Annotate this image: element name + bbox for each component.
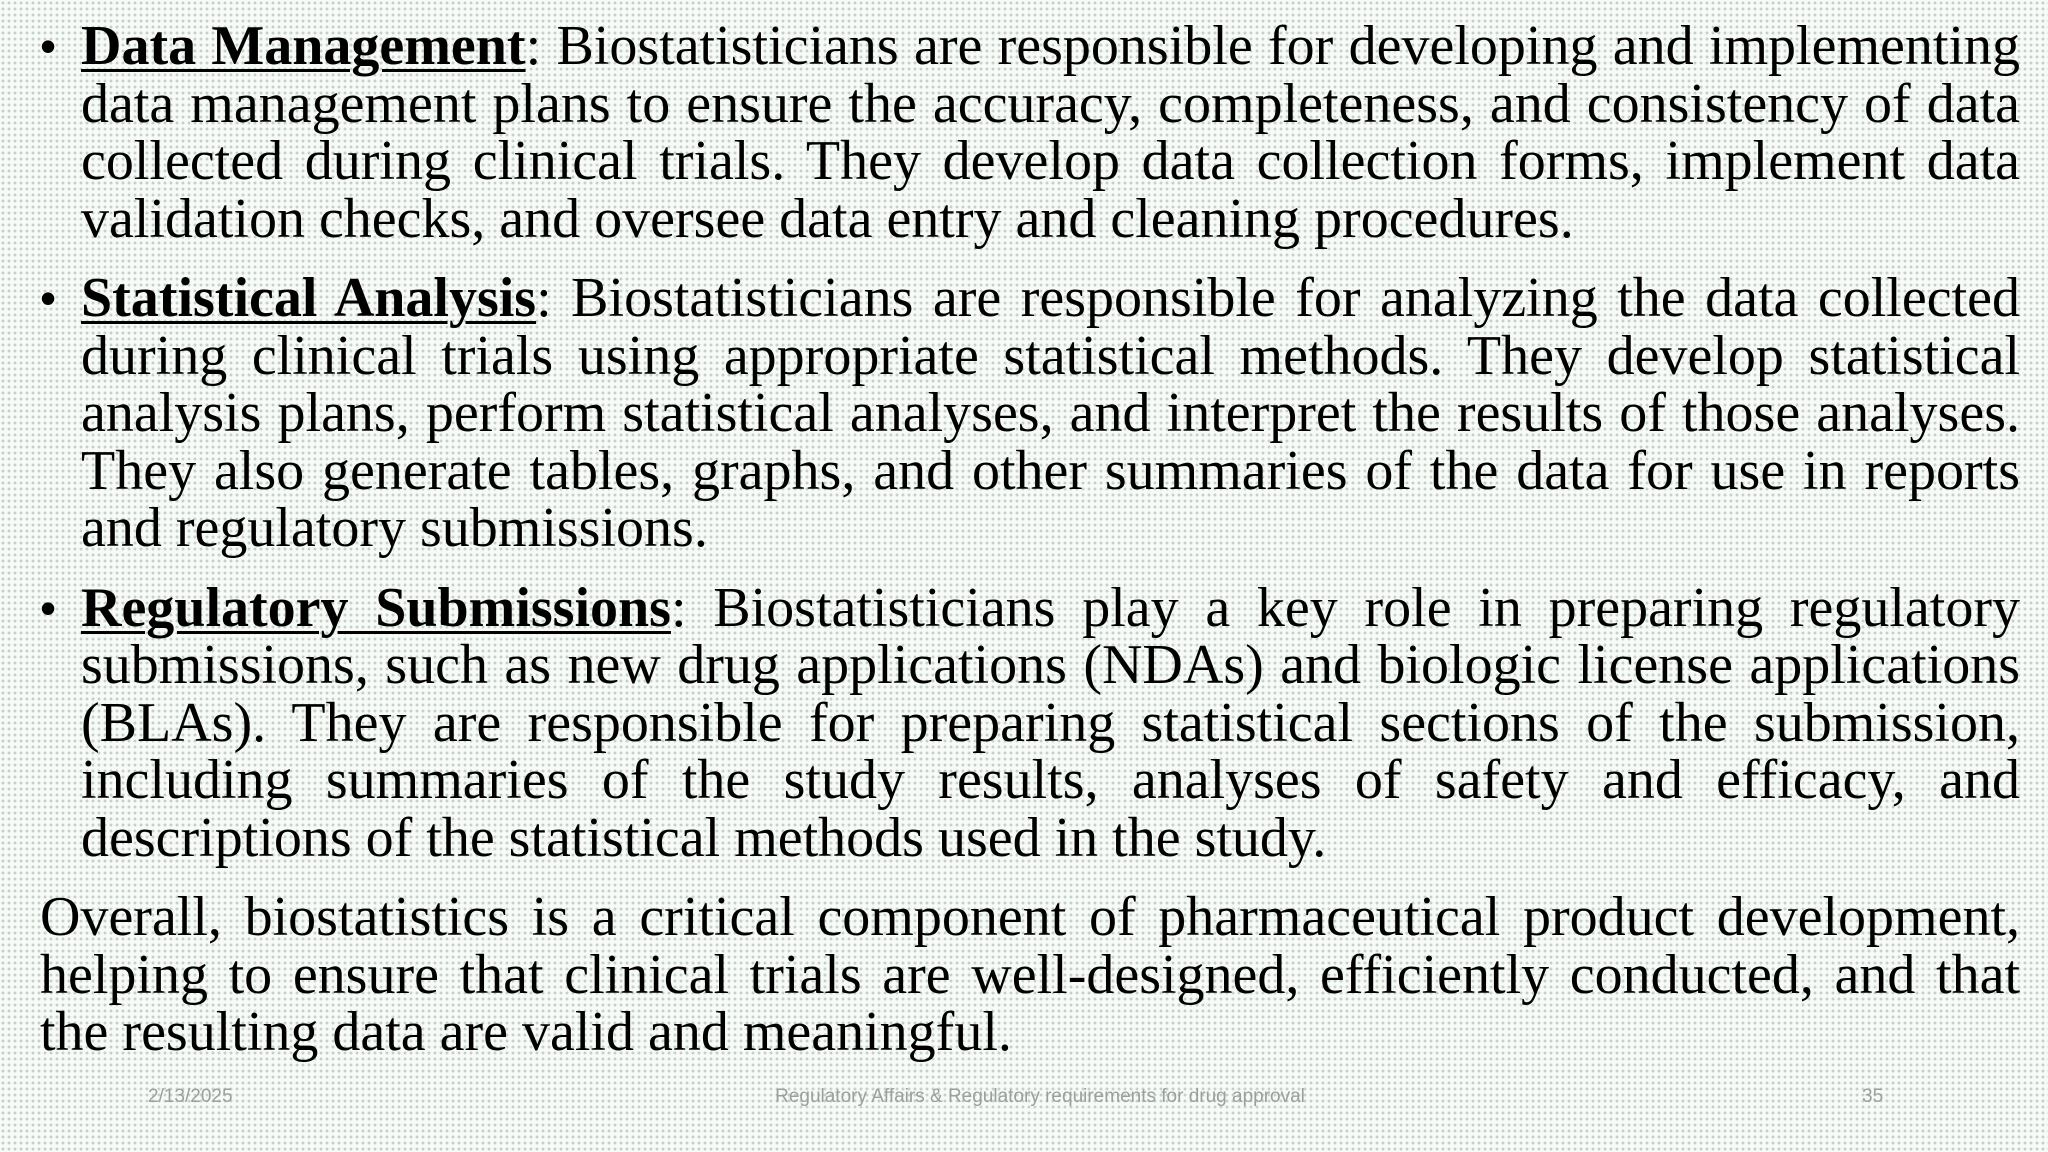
bullet-data-management bbox=[40, 15, 2020, 250]
footer-title: Regulatory Affairs & Regulatory requirements for drug approval bbox=[775, 1086, 1305, 1107]
bullet-separator: : bbox=[525, 15, 542, 77]
bullet-point: • bbox=[40, 581, 57, 634]
bullet-point: • bbox=[40, 272, 57, 324]
bullet-separator: : bbox=[670, 576, 687, 639]
slide-number: 35 bbox=[1862, 1086, 1884, 1107]
bullet-separator: : bbox=[536, 267, 552, 329]
bullet-term: Statistical Analysis bbox=[81, 267, 537, 329]
bullet-term: Regulatory Submissions bbox=[81, 576, 671, 639]
bullet-term: Data Management bbox=[81, 15, 526, 77]
bullet-point: • bbox=[40, 20, 57, 72]
bullet-text: Biostatisticians are responsible for analyzing the data collected during clinical trials using appropriate statistical methods. They develop statistical analysis plans, perform statistical analyses, and interpret the results of those analyses. They also generate tables, graphs, and other summaries of the data for use in reports and regulatory submissions. bbox=[81, 267, 2020, 559]
footer-date: 2/13/2025 bbox=[148, 1086, 233, 1107]
bullet-text: Biostatisticians are responsible for developing and implementing data management plans to ensure the accuracy, completeness, and consistency of data collected during clinical trials. They develop data collection forms, implement data validation checks, and oversee data entry and cleaning procedures. bbox=[81, 15, 2020, 250]
bullet-text: Biostatisticians play a key role in preparing regulatory submissions, such as new drug applications (NDAs) and biologic license applications (BLAs). They are responsible for preparing statistical sections of the submission, including summaries of the study results, analyses of safety and efficacy, and descriptions of the statistical methods used in the study. bbox=[81, 576, 2020, 869]
slide-body bbox=[40, 15, 2020, 1063]
bullet-regulatory-submissions bbox=[40, 576, 2020, 869]
summary-paragraph: Overall, biostatistics is a critical component of pharmaceutical product development, helping to ensure that clinical trials are well-designed, efficiently conducted, and that the resulting data are valid and meaningful. bbox=[40, 886, 2020, 1063]
bullet-statistical-analysis bbox=[40, 267, 2020, 559]
